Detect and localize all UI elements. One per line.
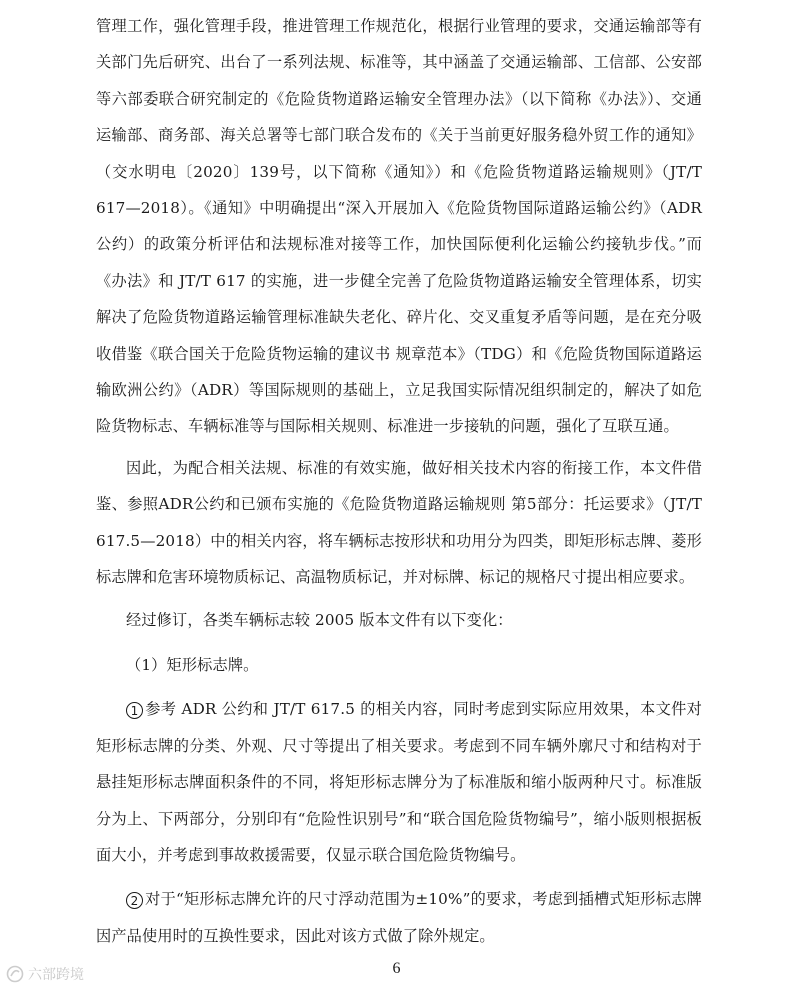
watermark-text: 六部跨境 — [28, 967, 84, 983]
paragraph-changes-intro: 经过修订，各类车辆标志较 2005 版本文件有以下变化： — [126, 610, 513, 629]
heading-rectangular-sign: （1）矩形标志牌。 — [126, 655, 259, 674]
circled-number-2: 2 — [126, 892, 143, 909]
circled-number-1: 1 — [126, 702, 143, 719]
paragraph-therefore: 因此，为配合相关法规、标准的有效实施，做好相关技术内容的衔接工作，本文件借鉴、参照ADR公约和已颁布实施的《危险货物道路运输规则 第5部分：托运要求》（JT/T 617.5—2018）中的相关内容，将车辆标志按形状和功用分为四类，即矩形标志牌、菱形标志牌和危害环境物质标记、高温物质标记，并对标牌、标记的规格尺寸提出相应要求。 — [96, 458, 702, 587]
page-number: 6 — [392, 960, 401, 977]
list-item-2 — [96, 881, 702, 954]
list-item-1-text: 参考 ADR 公约和 JT/T 617.5 的相关内容，同时考虑到实际应用效果，本文件对矩形标志牌的分类、外观、尺寸等提出了相关要求。考虑到不同车辆外廓尺寸和结构对于悬挂矩形标志牌面积条件的不同，将矩形标志牌分为了标准版和缩小版两种尺寸。标准版分为上、下两部分，分别印有“危险性识别号”和“联合国危险货物编号”，缩小版则根据板面大小，并考虑到事故救援需要，仅显示联合国危险货物编号。 — [96, 700, 702, 864]
watermark-logo-icon — [6, 965, 24, 983]
list-item-1 — [96, 691, 702, 873]
paragraph-regulations-background: 管理工作，强化管理手段，推进管理工作规范化，根据行业管理的要求，交通运输部等有关部门先后研究、出台了一系列法规、标准等，其中涵盖了交通运输部、工信部、公安部等六部委联合研究制定的《危险货物道路运输安全管理办法》（以下简称《办法》）、交通运输部、商务部、海关总署等七部门联合发布的《关于当前更好服务稳外贸工作的通知》（交水明电〔2020〕139号，以下简称《通知》）和《危险货物道路运输规则》（JT/T 617—2018）。《通知》中明确提出“深入开展加入《危险货物国际道路运输公约》（ADR公约）的政策分析评估和法规标准对接等工作，加快国际便利化运输公约接轨步伐。”而《办法》和 JT/T 617 的实施，进一步健全完善了危险货物道路运输安全管理体系，切实解决了危险货物道路运输管理标准缺失老化、碎片化、交叉重复矛盾等问题，是在充分吸收借鉴《联合国关于危险货物运输的建议书 规章范本》（TDG）和《危险货物国际道路运输欧洲公约》（ADR）等国际规则的基础上，立足我国实际情况组织制定的，解决了如危险货物标志、车辆标准等与国际相关规则、标准进一步接轨的问题，强化了互联互通。 — [96, 17, 702, 436]
list-item-2-text: 对于“矩形标志牌允许的尺寸浮动范围为±10%”的要求，考虑到插槽式矩形标志牌因产品使用时的互换性要求，因此对该方式做了除外规定。 — [96, 890, 702, 945]
watermark — [6, 964, 84, 984]
document-body — [96, 8, 702, 954]
